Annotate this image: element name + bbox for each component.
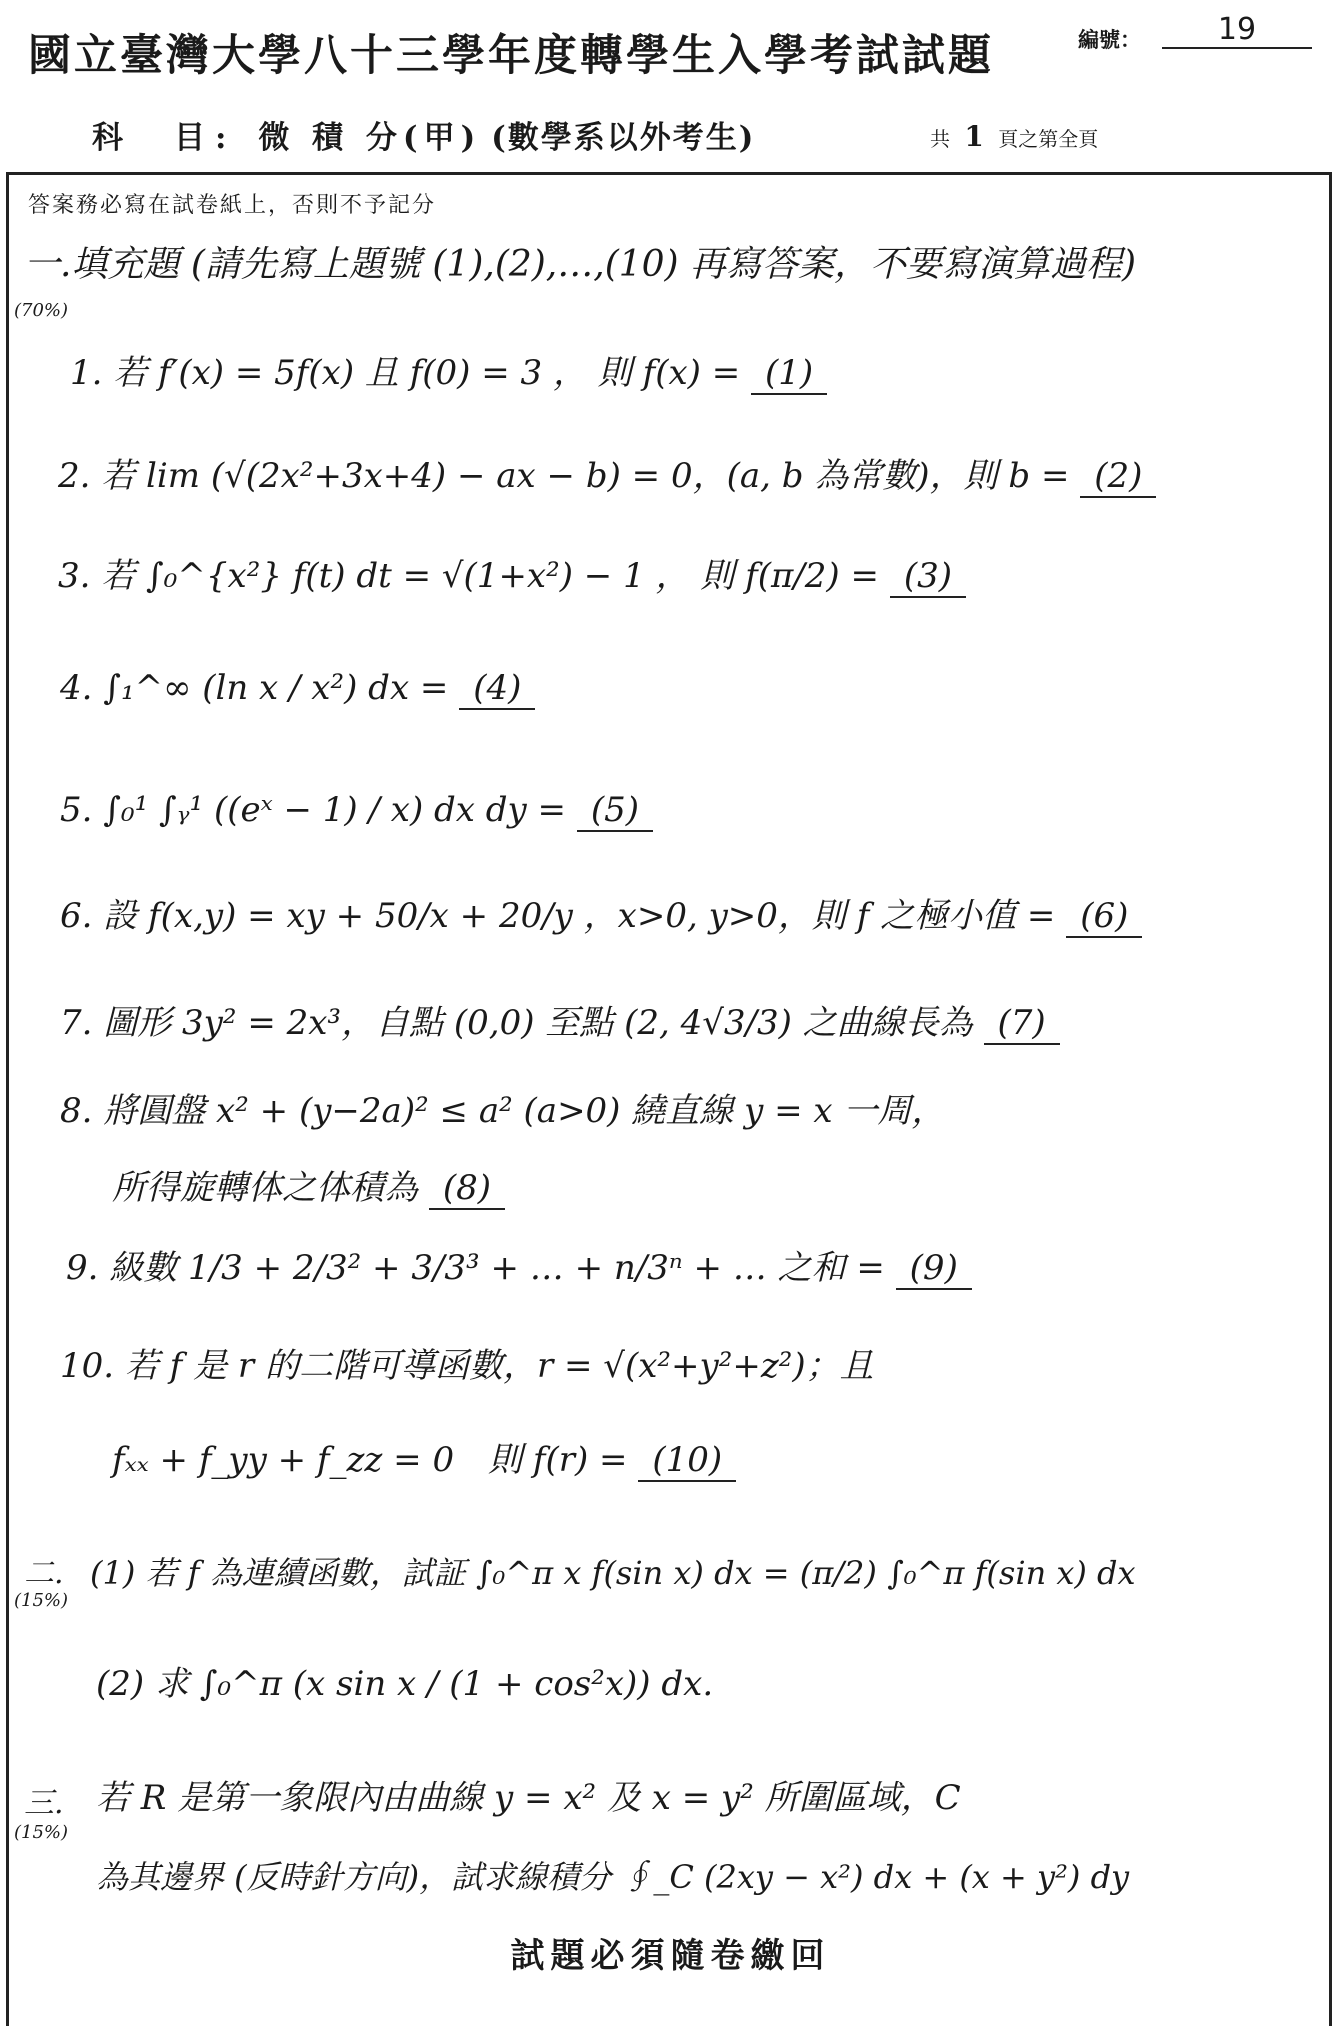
question-text: 3. 若 ∫₀^{x²} f(t) dt = √(1+x²) − 1 ， 則 f(π/2) = [58,556,879,596]
code-value: 19 [1162,12,1312,49]
subject-row [92,112,755,157]
answer-blank: (2) [1080,456,1156,498]
question-3 [58,548,966,598]
pages-suffix: 頁之第全頁 [998,127,1099,151]
answer-blank: (4) [459,668,535,710]
question-text: 9. 級數 1/3 + 2/3² + 3/3³ + … + n/3ⁿ + … 之和 = [66,1248,885,1288]
footer-note: 試題必須隨卷繳回 [510,1936,831,1976]
question-text: 8. 將圓盤 x² + (y−2a)² ≤ a² (a>0) 繞直線 y = x 一周， [60,1091,946,1131]
question-text: 1. 若 f′(x) = 5f(x) 且 f(0) = 3 ， 則 f(x) = [70,353,741,393]
answer-blank: (6) [1066,896,1142,938]
pages-total: 1 [964,120,984,153]
answer-blank: (8) [429,1168,505,1210]
answer-blank: (3) [890,556,966,598]
section2-part1: (1) 若 f 為連續函數，試証 ∫₀^π x f(sin x) dx = (π/2) ∫₀^π f(sin x) dx [90,1554,1136,1592]
question-text: 5. ∫₀¹ ∫ᵧ¹ ((eˣ − 1) / x) dx dy = [60,790,567,830]
question-9 [66,1240,972,1290]
question-8-line2 [112,1160,505,1210]
answer-blank: (10) [638,1440,736,1482]
subject-note: (數學系以外考生) [491,120,756,156]
question-5 [60,790,653,832]
subject-value: 微 積 分(甲) [258,120,482,156]
answer-blank: (9) [896,1248,972,1290]
exam-title: 國立臺灣大學八十三學年度轉學生入學考試試題 [28,31,994,81]
code-label: 編號： [1078,27,1141,52]
question-text: 7. 圖形 3y² = 2x³，自點 (0,0) 至點 (2, 4√3/3) 之曲線長為 [60,1003,973,1043]
section3-percent: (15%) [14,1822,69,1843]
question-4 [60,668,535,710]
question-10-line2 [112,1432,736,1482]
question-6 [60,888,1142,938]
section3-line2: 為其邊界 (反時針方向)，試求線積分 ∮_C (2xy − x²) dx + (x + y²) dy [96,1858,1130,1896]
question-text: fₓₓ + f_yy + f_zz = 0 則 f(r) = [112,1440,628,1480]
section2-part2: (2) 求 ∫₀^π (x sin x / (1 + cos²x)) dx. [96,1664,714,1704]
question-text: 10. 若 f 是 r 的二階可導函數，r = √(x²+y²+z²)；且 [60,1346,874,1386]
question-10-line1 [60,1338,874,1387]
section1-percent: (70%) [14,300,69,321]
pages-prefix: 共 [930,127,950,151]
answer-blank: (5) [577,790,653,832]
section2-percent: (15%) [14,1590,69,1611]
question-text: 所得旋轉体之体積為 [112,1168,418,1208]
section3-line1: 若 R 是第一象限內由曲線 y = x² 及 x = y² 所圍區域，C [96,1778,961,1818]
answer-blank: (1) [751,353,827,395]
question-text: 4. ∫₁^∞ (ln x / x²) dx = [60,668,449,708]
instruction: 答案務必寫在試卷紙上，否則不予記分 [28,193,437,218]
section3-number: 三. [24,1786,64,1821]
question-1 [70,345,827,395]
section2-number: 二. [24,1556,64,1591]
subject-label: 科 目: [92,120,237,156]
section1-heading: 一.填充題 (請先寫上題號 (1),(2),…,(10) 再寫答案，不要寫演算過程) [24,244,1137,285]
question-8-line1 [60,1083,945,1132]
question-7 [60,995,1060,1045]
page-count [930,120,1098,153]
question-text: 2. 若 lim (√(2x²+3x+4) − ax − b) = 0，(a, b 為常數)，則 b = [58,456,1070,496]
question-text: 6. 設 f(x,y) = xy + 50/x + 20/y ，x>0, y>0，則 f 之極小值 = [60,896,1056,936]
answer-blank: (7) [984,1003,1060,1045]
question-2 [58,448,1156,498]
